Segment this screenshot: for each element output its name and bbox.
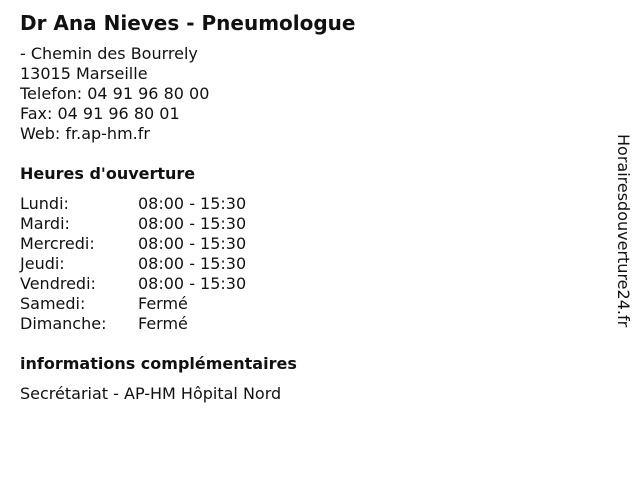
site-watermark: Horairesdouverture24.fr	[614, 134, 633, 328]
hours-value: Fermé	[138, 314, 188, 333]
hours-value: Fermé	[138, 294, 188, 313]
hours-row-wednesday	[20, 234, 320, 254]
contact-block	[20, 44, 209, 144]
additional-info-text: Secrétariat - AP-HM Hôpital Nord	[20, 384, 282, 403]
additional-info-heading: informations complémentaires	[20, 354, 297, 373]
page-title: Dr Ana Nieves - Pneumologue	[20, 11, 356, 35]
day-label: Jeudi:	[20, 254, 65, 273]
day-label: Lundi:	[20, 194, 69, 213]
hours-row-tuesday	[20, 214, 320, 234]
hours-value: 08:00 - 15:30	[138, 194, 247, 213]
hours-value: 08:00 - 15:30	[138, 214, 247, 233]
hours-value: 08:00 - 15:30	[138, 234, 247, 253]
opening-hours-table	[20, 194, 320, 334]
day-label: Mercredi:	[20, 234, 95, 253]
city-line: 13015 Marseille	[20, 64, 148, 83]
day-label: Samedi:	[20, 294, 86, 313]
hours-value: 08:00 - 15:30	[138, 254, 247, 273]
fax-line: Fax: 04 91 96 80 01	[20, 104, 180, 123]
hours-row-sunday	[20, 314, 320, 334]
hours-row-friday	[20, 274, 320, 294]
phone-line: Telefon: 04 91 96 80 00	[20, 84, 210, 103]
day-label: Mardi:	[20, 214, 70, 233]
website-line: Web: fr.ap-hm.fr	[20, 124, 150, 143]
opening-hours-heading: Heures d'ouverture	[20, 164, 196, 183]
hours-row-thursday	[20, 254, 320, 274]
day-label: Vendredi:	[20, 274, 96, 293]
street-address: - Chemin des Bourrely	[20, 44, 198, 63]
hours-row-saturday	[20, 294, 320, 314]
hours-value: 08:00 - 15:30	[138, 274, 247, 293]
hours-row-monday	[20, 194, 320, 214]
day-label: Dimanche:	[20, 314, 107, 333]
